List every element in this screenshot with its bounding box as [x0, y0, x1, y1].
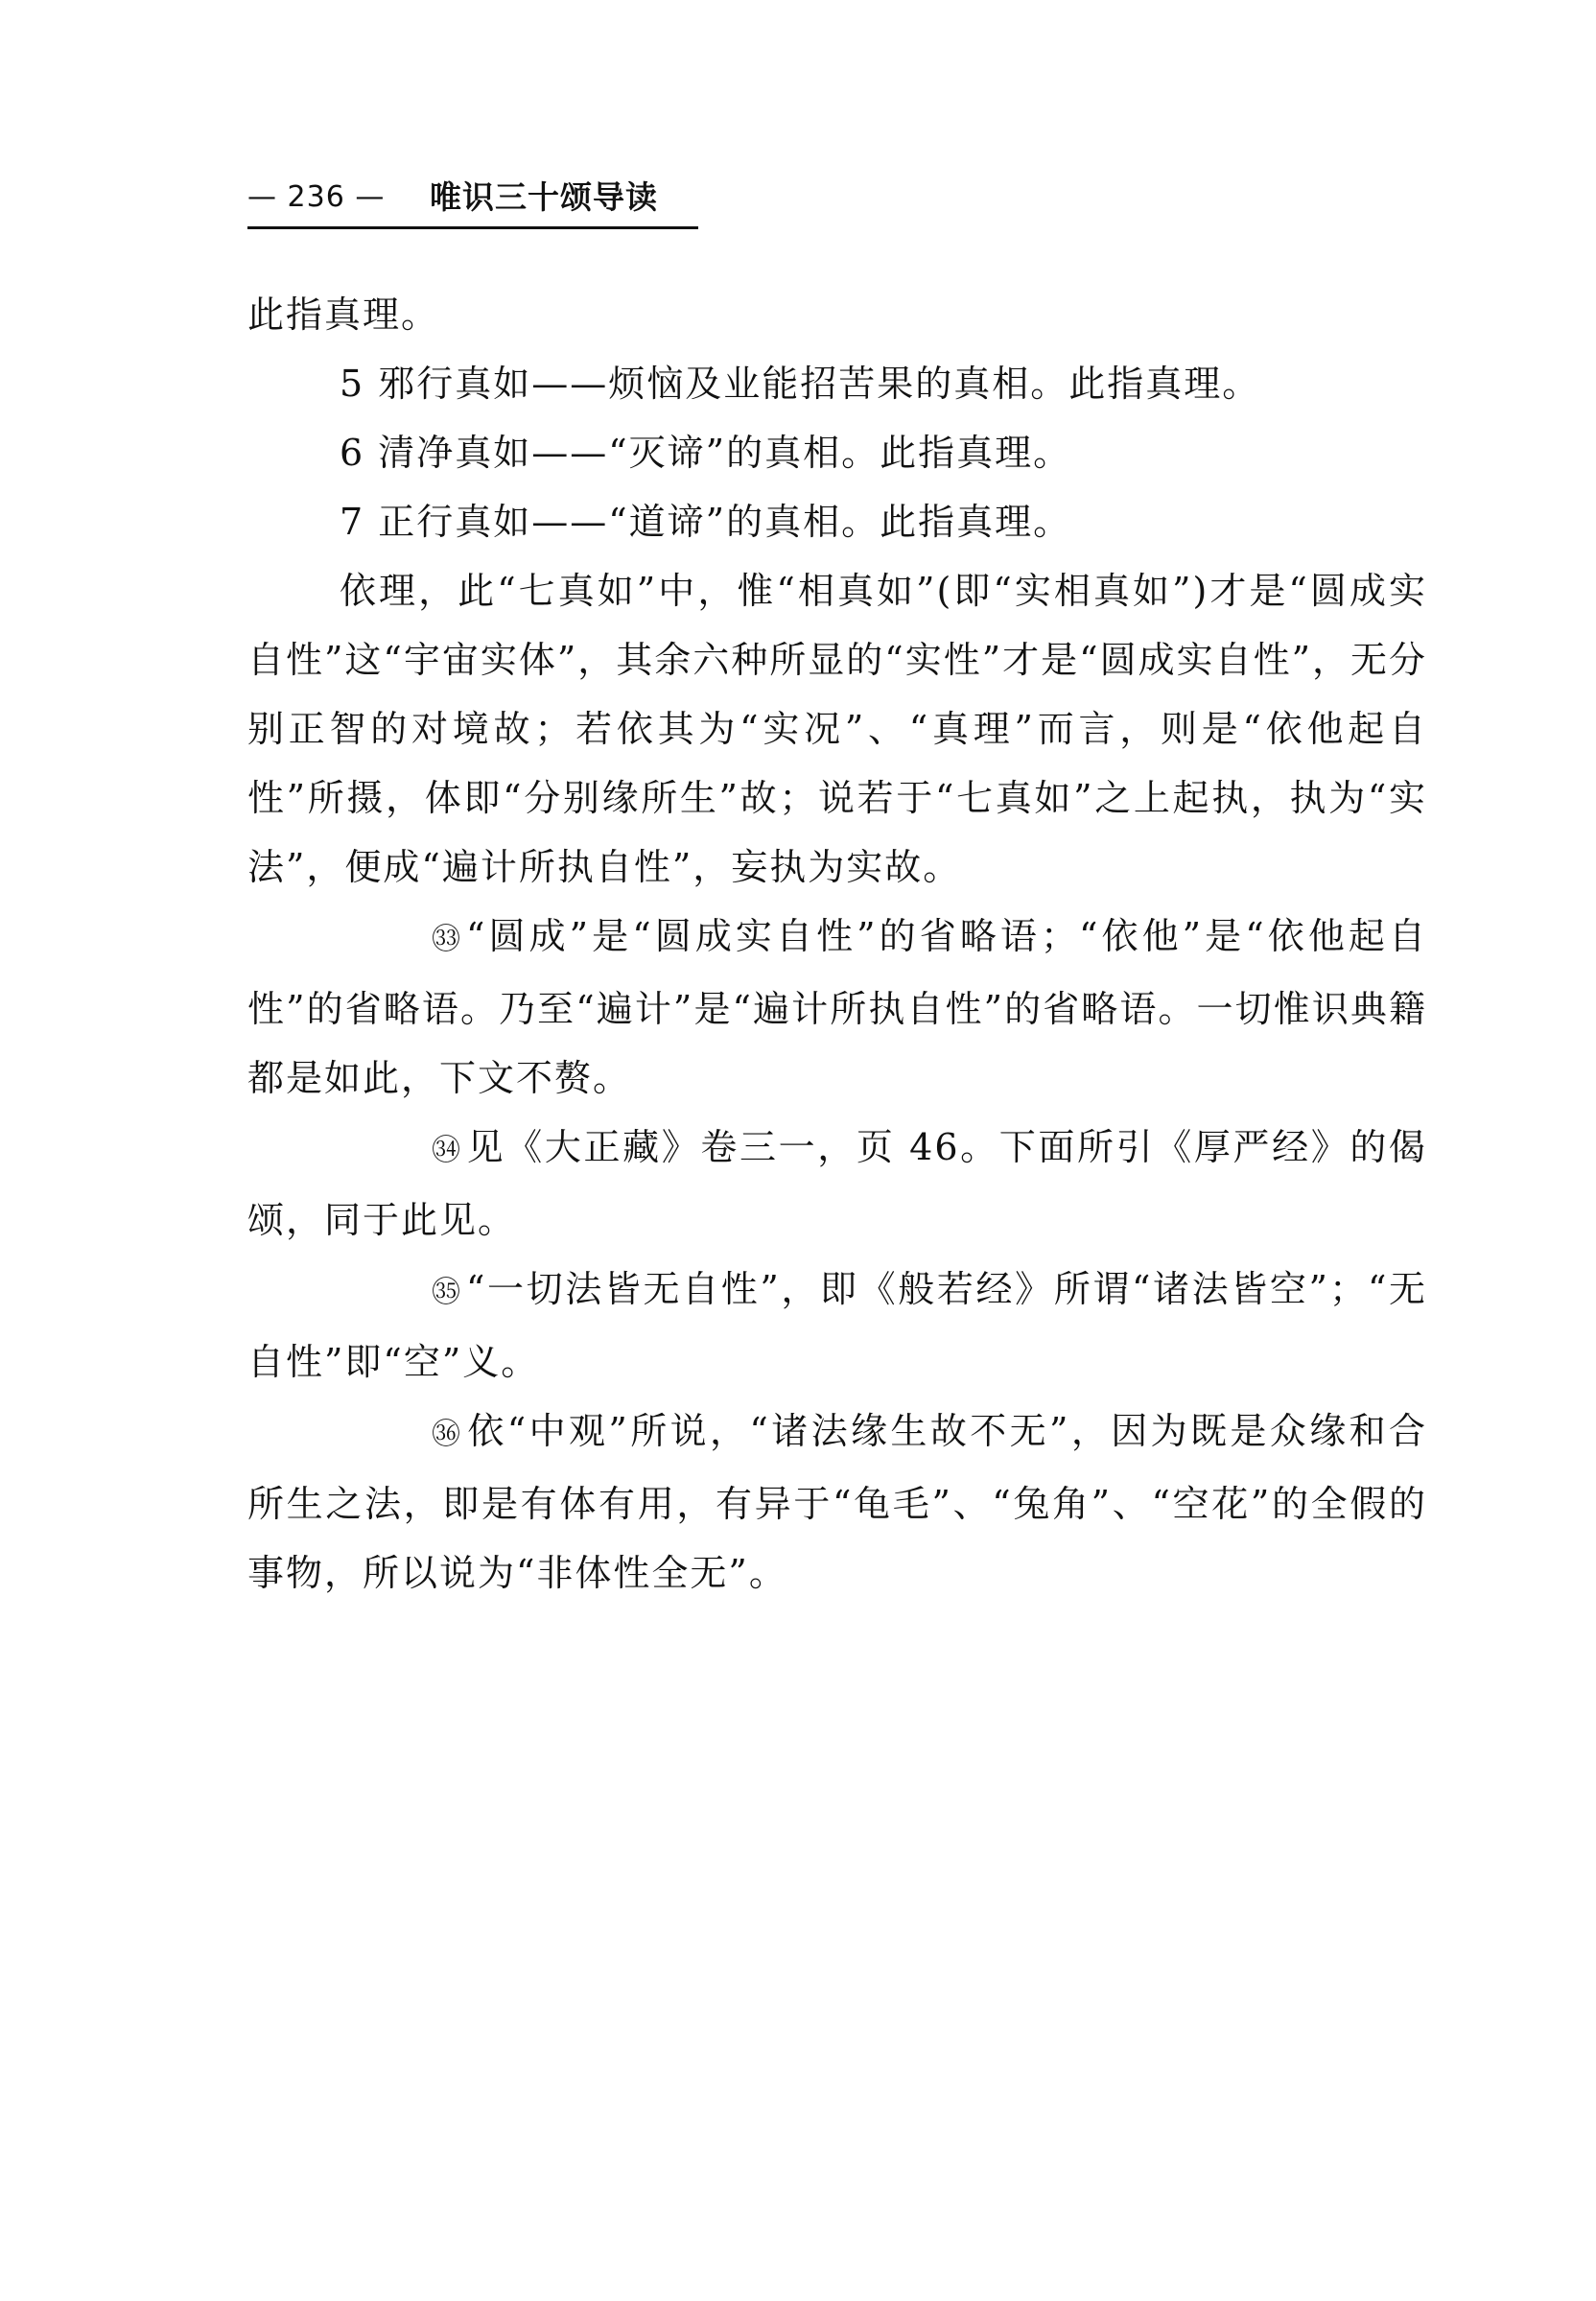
page-number: — 236 —: [247, 180, 386, 214]
list-item-6: 6 清净真如——“灭谛”的真相。此指真理。: [340, 432, 1072, 474]
list-item-5: 5 邪行真如——烦恼及业能招苦果的真相。此指真理。: [340, 363, 1261, 405]
footnote-263-text: “圆成”是“圆成实自性”的省略语；“依他”是“依他起自性”的省略语。乃至“遍计”是“遍计所执自性”的省略语。一切惟识典籍都是如此，下文不赘。: [247, 915, 1427, 1099]
page-body: [247, 280, 1427, 1608]
footnote-266-text: 依“中观”所说，“诸法缘生故不无”，因为既是众缘和合所生之法，即是有体有用，有异于“龟毛”、“兔角”、“空花”的全假的事物，所以说为“非体性全无”。: [247, 1410, 1427, 1594]
book-title: 唯识三十颂导读: [430, 178, 658, 216]
footnote-265-text: “一切法皆无自性”，即《般若经》所谓“诸法皆空”；“无自性”即“空”义。: [247, 1268, 1427, 1383]
list-item-7: 7 正行真如——“道谛”的真相。此指真理。: [340, 501, 1072, 543]
footnote-263-marker: ㉝: [432, 923, 462, 956]
footnote-265: [247, 1255, 1427, 1397]
footnote-263: [247, 902, 1427, 1113]
footnote-264: [247, 1113, 1427, 1255]
footnote-264-text: 见《大正藏》卷三一，页 46。下面所引《厚严经》的偈颂，同于此见。: [247, 1126, 1427, 1241]
running-header: [247, 178, 698, 229]
footnote-266: [247, 1397, 1427, 1608]
paragraph-seven-tathata: 依理，此“七真如”中，惟“相真如”(即“实相真如”)才是“圆成实自性”这“宇宙实体”，其余六种所显的“实性”才是“圆成实自性”，无分别正智的对境故；若依其为“实况”、“真理”而言，则是“依他起自性”所摄，体即“分别缘所生”故；说若于“七真如”之上起执，执为“实法”，便成“遍计所执自性”，妄执为实故。: [247, 570, 1427, 888]
footnote-266-marker: ㊱: [432, 1418, 462, 1451]
paragraph-continuation: 此指真理。: [247, 293, 440, 336]
footnote-265-marker: ㉟: [432, 1276, 462, 1309]
footnote-264-marker: ㉞: [432, 1134, 462, 1167]
